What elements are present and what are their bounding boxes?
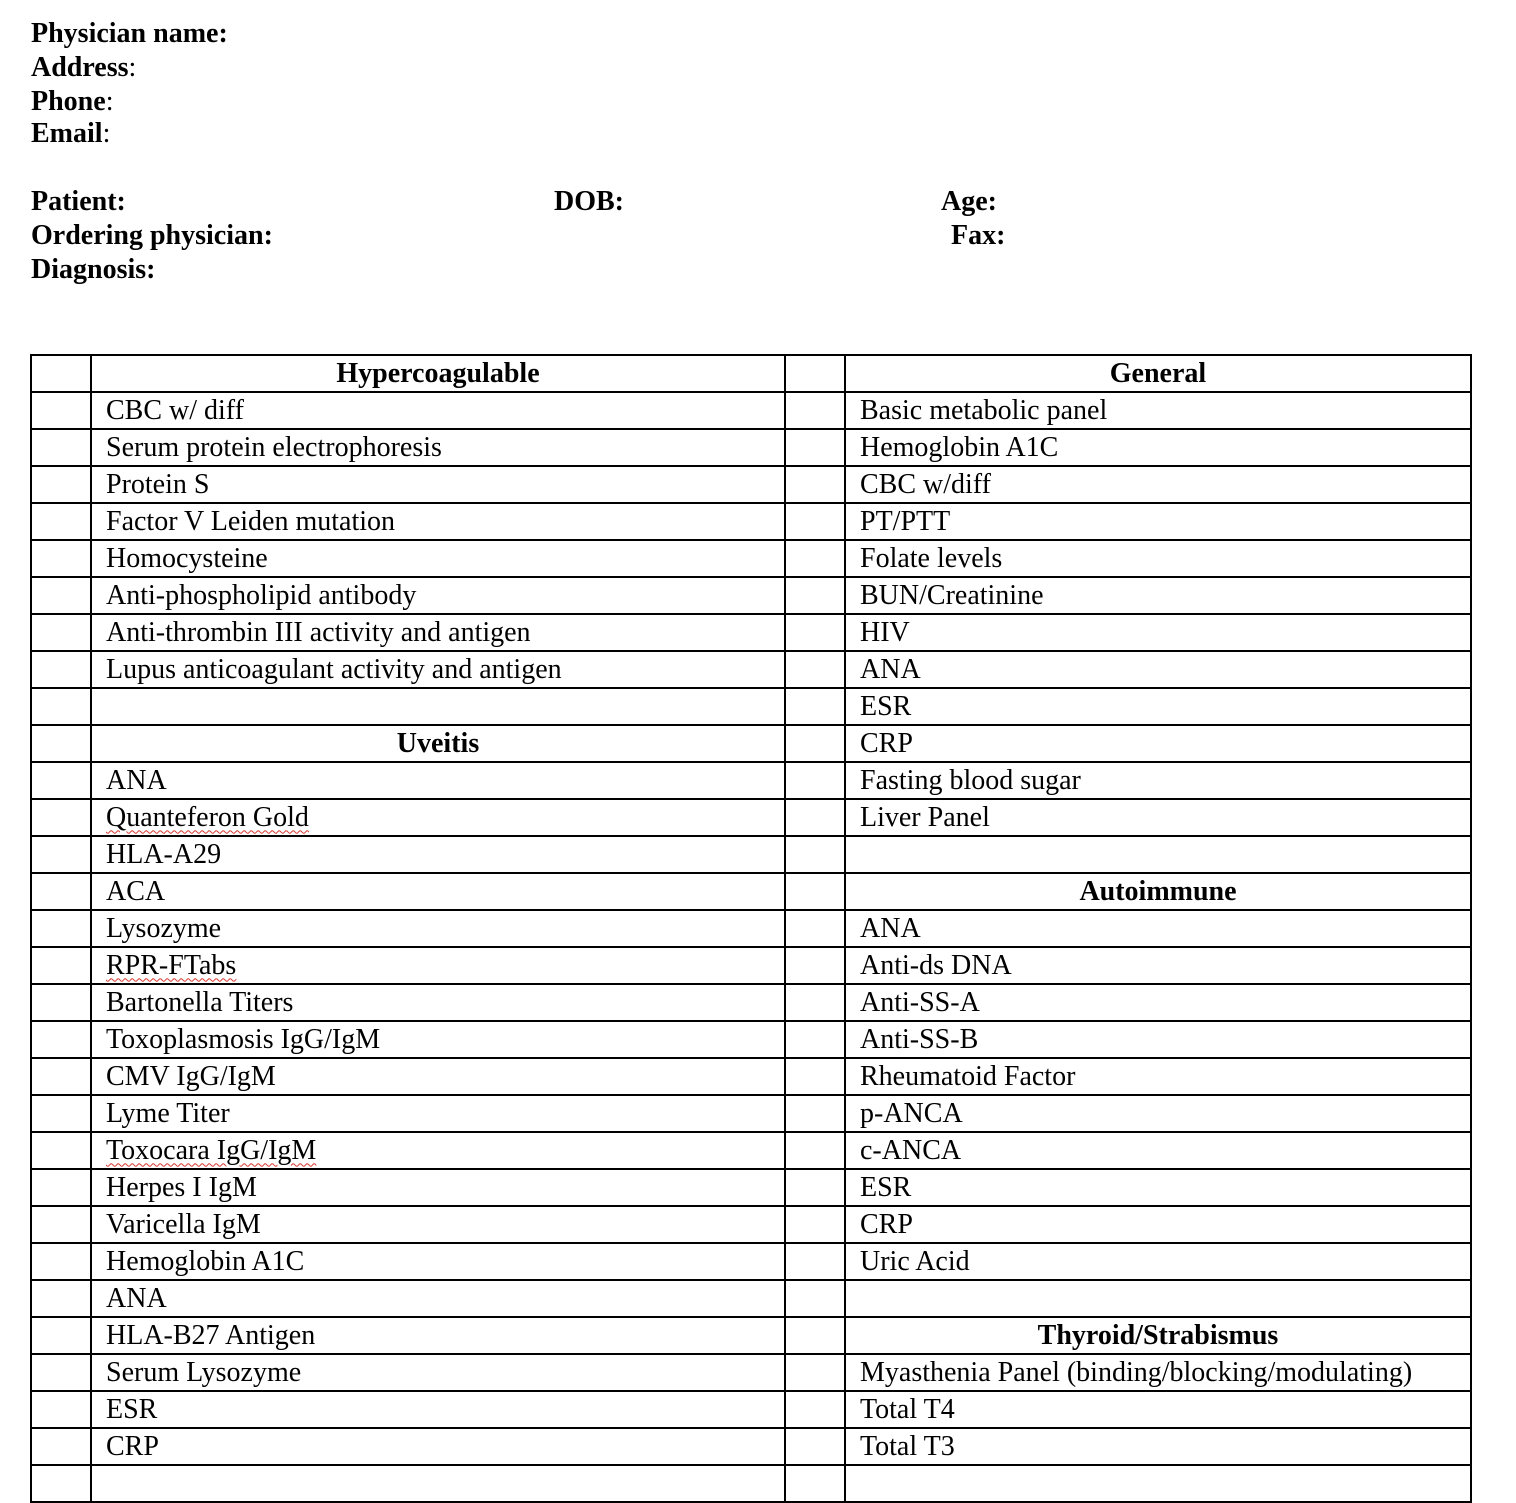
dob-label: DOB: — [554, 186, 624, 217]
table-row — [31, 1465, 1471, 1502]
table-row — [31, 1354, 1471, 1391]
cell-text: Anti-phospholipid antibody — [106, 579, 417, 611]
cell-text: HIV — [860, 616, 910, 648]
right-checkbox-cell[interactable] — [785, 799, 845, 836]
right-checkbox-cell[interactable] — [785, 392, 845, 429]
cell-text: Myasthenia Panel (binding/blocking/modulating) — [860, 1356, 1413, 1388]
cell-text: Anti-SS-B — [860, 1023, 979, 1055]
cell-text: CBC w/ diff — [106, 394, 244, 426]
left-test-name — [91, 1095, 785, 1132]
cell-text: Hemoglobin A1C — [860, 431, 1059, 463]
left-checkbox-cell[interactable] — [31, 503, 91, 540]
right-checkbox-cell[interactable] — [785, 984, 845, 1021]
cell-text: ANA — [106, 764, 167, 796]
address-label: Address: — [31, 52, 137, 83]
right-test-name — [845, 1132, 1471, 1169]
cell-text: Total T4 — [860, 1393, 955, 1425]
physician-name-label: Physician name: — [31, 18, 228, 49]
table-row — [31, 1058, 1471, 1095]
cell-text: ANA — [106, 1282, 167, 1314]
cell-text: ACA — [106, 875, 166, 907]
left-checkbox-cell[interactable] — [31, 873, 91, 910]
left-test-name — [91, 1428, 785, 1465]
left-test-name — [91, 1317, 785, 1354]
left-test-name — [91, 1354, 785, 1391]
left-test-name — [91, 1465, 785, 1502]
cell-text: p-ANCA — [860, 1097, 963, 1129]
left-test-name — [91, 947, 785, 984]
table-row — [31, 466, 1471, 503]
right-test-name — [845, 540, 1471, 577]
right-section-heading — [845, 873, 1471, 910]
right-test-name — [845, 429, 1471, 466]
cell-text: Autoimmune — [1079, 875, 1237, 907]
left-test-name — [91, 799, 785, 836]
left-checkbox-cell[interactable] — [31, 577, 91, 614]
left-checkbox-cell[interactable] — [31, 355, 91, 392]
table-row — [31, 1317, 1471, 1354]
left-checkbox-cell[interactable] — [31, 910, 91, 947]
left-checkbox-cell[interactable] — [31, 1391, 91, 1428]
cell-text: HLA-A29 — [106, 838, 222, 870]
cell-text: Rheumatoid Factor — [860, 1060, 1076, 1092]
table-row — [31, 614, 1471, 651]
cell-text: Herpes I IgM — [106, 1171, 257, 1203]
cell-text: Quanteferon Gold — [106, 801, 309, 833]
email-label: Email: — [31, 118, 111, 149]
left-test-name — [91, 429, 785, 466]
table-row — [31, 836, 1471, 873]
cell-text: ESR — [860, 1171, 912, 1203]
cell-text: CBC w/diff — [860, 468, 991, 500]
table-row — [31, 1021, 1471, 1058]
table-row — [31, 1243, 1471, 1280]
right-test-name — [845, 1206, 1471, 1243]
right-checkbox-cell[interactable] — [785, 1391, 845, 1428]
right-test-name — [845, 614, 1471, 651]
table-row — [31, 910, 1471, 947]
left-checkbox-cell[interactable] — [31, 1317, 91, 1354]
left-checkbox-cell[interactable] — [31, 1132, 91, 1169]
left-test-name — [91, 1206, 785, 1243]
right-checkbox-cell[interactable] — [785, 1280, 845, 1317]
table-row — [31, 392, 1471, 429]
left-checkbox-cell[interactable] — [31, 1169, 91, 1206]
cell-text: Homocysteine — [106, 542, 268, 574]
table-row — [31, 762, 1471, 799]
cell-text: Hemoglobin A1C — [106, 1245, 305, 1277]
left-test-name — [91, 873, 785, 910]
right-checkbox-cell[interactable] — [785, 1354, 845, 1391]
right-checkbox-cell[interactable] — [785, 762, 845, 799]
cell-text: Uveitis — [396, 727, 480, 759]
table-row — [31, 577, 1471, 614]
cell-text: PT/PTT — [860, 505, 951, 537]
table-row — [31, 688, 1471, 725]
right-section-heading — [845, 355, 1471, 392]
cell-text: ESR — [860, 690, 912, 722]
left-section-heading — [91, 355, 785, 392]
cell-text: ANA — [860, 912, 921, 944]
table-row — [31, 1428, 1471, 1465]
right-test-name — [845, 799, 1471, 836]
right-test-name — [845, 1428, 1471, 1465]
cell-text: Liver Panel — [860, 801, 990, 833]
right-checkbox-cell[interactable] — [785, 1465, 845, 1502]
left-checkbox-cell[interactable] — [31, 762, 91, 799]
left-test-name — [91, 1243, 785, 1280]
cell-text: ANA — [860, 653, 921, 685]
left-checkbox-cell[interactable] — [31, 1021, 91, 1058]
diagnosis-label: Diagnosis: — [31, 254, 156, 285]
right-checkbox-cell[interactable] — [785, 1058, 845, 1095]
right-test-name — [845, 762, 1471, 799]
table-row — [31, 984, 1471, 1021]
right-test-name — [845, 1021, 1471, 1058]
cell-text: Fasting blood sugar — [860, 764, 1081, 796]
lab-order-table — [30, 354, 1472, 1503]
ordering-physician-label: Ordering physician: — [31, 220, 273, 251]
right-checkbox-cell[interactable] — [785, 1132, 845, 1169]
left-checkbox-cell[interactable] — [31, 1280, 91, 1317]
right-checkbox-cell[interactable] — [785, 836, 845, 873]
right-checkbox-cell[interactable] — [785, 873, 845, 910]
right-checkbox-cell[interactable] — [785, 1021, 845, 1058]
cell-text: c-ANCA — [860, 1134, 962, 1166]
left-checkbox-cell[interactable] — [31, 1354, 91, 1391]
cell-text: CMV IgG/IgM — [106, 1060, 276, 1092]
table-row — [31, 799, 1471, 836]
left-checkbox-cell[interactable] — [31, 688, 91, 725]
left-checkbox-cell[interactable] — [31, 429, 91, 466]
left-test-name — [91, 540, 785, 577]
cell-text: Basic metabolic panel — [860, 394, 1108, 426]
left-test-name — [91, 1391, 785, 1428]
left-checkbox-cell[interactable] — [31, 1095, 91, 1132]
left-test-name — [91, 392, 785, 429]
right-test-name — [845, 984, 1471, 1021]
cell-text: Lysozyme — [106, 912, 222, 944]
left-test-name — [91, 836, 785, 873]
cell-text: Protein S — [106, 468, 210, 500]
right-test-name — [845, 910, 1471, 947]
right-checkbox-cell[interactable] — [785, 688, 845, 725]
right-checkbox-cell[interactable] — [785, 1243, 845, 1280]
left-test-name — [91, 688, 785, 725]
right-test-name — [845, 725, 1471, 762]
right-test-name — [845, 392, 1471, 429]
table-row — [31, 429, 1471, 466]
cell-text: ESR — [106, 1393, 158, 1425]
right-test-name — [845, 577, 1471, 614]
right-test-name — [845, 836, 1471, 873]
phone-label: Phone: — [31, 86, 114, 117]
cell-text: CRP — [106, 1430, 159, 1462]
fax-label: Fax: — [951, 220, 1006, 251]
left-test-name — [91, 1280, 785, 1317]
left-test-name — [91, 651, 785, 688]
right-test-name — [845, 1354, 1471, 1391]
left-test-name — [91, 1021, 785, 1058]
cell-text: Anti-ds DNA — [860, 949, 1012, 981]
patient-label: Patient: — [31, 186, 126, 217]
cell-text: Toxocara IgG/IgM — [106, 1134, 317, 1166]
table-row — [31, 1132, 1471, 1169]
right-test-name — [845, 466, 1471, 503]
left-test-name — [91, 503, 785, 540]
right-checkbox-cell[interactable] — [785, 910, 845, 947]
right-checkbox-cell[interactable] — [785, 1206, 845, 1243]
cell-text: Bartonella Titers — [106, 986, 294, 1018]
right-checkbox-cell[interactable] — [785, 1169, 845, 1206]
left-test-name — [91, 1169, 785, 1206]
left-checkbox-cell[interactable] — [31, 540, 91, 577]
cell-text: CRP — [860, 1208, 913, 1240]
table-row — [31, 503, 1471, 540]
left-checkbox-cell[interactable] — [31, 651, 91, 688]
left-checkbox-cell[interactable] — [31, 466, 91, 503]
table-row — [31, 540, 1471, 577]
right-test-name — [845, 1280, 1471, 1317]
left-checkbox-cell[interactable] — [31, 836, 91, 873]
right-checkbox-cell[interactable] — [785, 355, 845, 392]
cell-text: Anti-thrombin III activity and antigen — [106, 616, 531, 648]
right-test-name — [845, 1243, 1471, 1280]
left-test-name — [91, 910, 785, 947]
right-checkbox-cell[interactable] — [785, 947, 845, 984]
left-checkbox-cell[interactable] — [31, 1428, 91, 1465]
table-row — [31, 355, 1471, 392]
right-test-name — [845, 1391, 1471, 1428]
cell-text: Varicella IgM — [106, 1208, 261, 1240]
right-checkbox-cell[interactable] — [785, 577, 845, 614]
right-checkbox-cell[interactable] — [785, 429, 845, 466]
cell-text: Total T3 — [860, 1430, 955, 1462]
left-test-name — [91, 614, 785, 651]
left-checkbox-cell[interactable] — [31, 1243, 91, 1280]
right-checkbox-cell[interactable] — [785, 1428, 845, 1465]
left-test-name — [91, 762, 785, 799]
cell-text: CRP — [860, 727, 913, 759]
cell-text: BUN/Creatinine — [860, 579, 1044, 611]
right-test-name — [845, 1169, 1471, 1206]
cell-text: HLA-B27 Antigen — [106, 1319, 316, 1351]
cell-text: Factor V Leiden mutation — [106, 505, 396, 537]
right-test-name — [845, 1465, 1471, 1502]
left-test-name — [91, 466, 785, 503]
table-row — [31, 1280, 1471, 1317]
table-row — [31, 873, 1471, 910]
right-test-name — [845, 651, 1471, 688]
left-checkbox-cell[interactable] — [31, 1465, 91, 1502]
cell-text: Lupus anticoagulant activity and antigen — [106, 653, 562, 685]
age-label: Age: — [941, 186, 997, 217]
left-test-name — [91, 1132, 785, 1169]
table-row — [31, 1391, 1471, 1428]
right-checkbox-cell[interactable] — [785, 1317, 845, 1354]
left-checkbox-cell[interactable] — [31, 614, 91, 651]
table-row — [31, 725, 1471, 762]
right-checkbox-cell[interactable] — [785, 614, 845, 651]
left-checkbox-cell[interactable] — [31, 799, 91, 836]
right-checkbox-cell[interactable] — [785, 540, 845, 577]
left-test-name — [91, 577, 785, 614]
cell-text: Uric Acid — [860, 1245, 970, 1277]
right-test-name — [845, 1058, 1471, 1095]
cell-text: General — [1109, 357, 1207, 389]
cell-text: Hypercoagulable — [336, 357, 540, 389]
cell-text: Serum protein electrophoresis — [106, 431, 442, 463]
table-row — [31, 1206, 1471, 1243]
cell-text: Toxoplasmosis IgG/IgM — [106, 1023, 381, 1055]
right-test-name — [845, 688, 1471, 725]
cell-text: Thyroid/Strabismus — [1037, 1319, 1279, 1351]
right-checkbox-cell[interactable] — [785, 651, 845, 688]
left-checkbox-cell[interactable] — [31, 947, 91, 984]
table-row — [31, 1169, 1471, 1206]
cell-text: Folate levels — [860, 542, 1003, 574]
cell-text: RPR-FTabs — [106, 949, 237, 981]
left-checkbox-cell[interactable] — [31, 725, 91, 762]
right-checkbox-cell[interactable] — [785, 466, 845, 503]
left-test-name — [91, 1058, 785, 1095]
table-row — [31, 651, 1471, 688]
cell-text: Lyme Titer — [106, 1097, 230, 1129]
left-section-heading — [91, 725, 785, 762]
right-test-name — [845, 503, 1471, 540]
left-checkbox-cell[interactable] — [31, 1206, 91, 1243]
left-test-name — [91, 984, 785, 1021]
cell-text: Anti-SS-A — [860, 986, 980, 1018]
right-test-name — [845, 947, 1471, 984]
right-checkbox-cell[interactable] — [785, 1095, 845, 1132]
table-row — [31, 1095, 1471, 1132]
left-checkbox-cell[interactable] — [31, 392, 91, 429]
right-checkbox-cell[interactable] — [785, 503, 845, 540]
right-checkbox-cell[interactable] — [785, 725, 845, 762]
table-row — [31, 947, 1471, 984]
right-test-name — [845, 1095, 1471, 1132]
left-checkbox-cell[interactable] — [31, 984, 91, 1021]
cell-text: Serum Lysozyme — [106, 1356, 302, 1388]
right-section-heading — [845, 1317, 1471, 1354]
left-checkbox-cell[interactable] — [31, 1058, 91, 1095]
